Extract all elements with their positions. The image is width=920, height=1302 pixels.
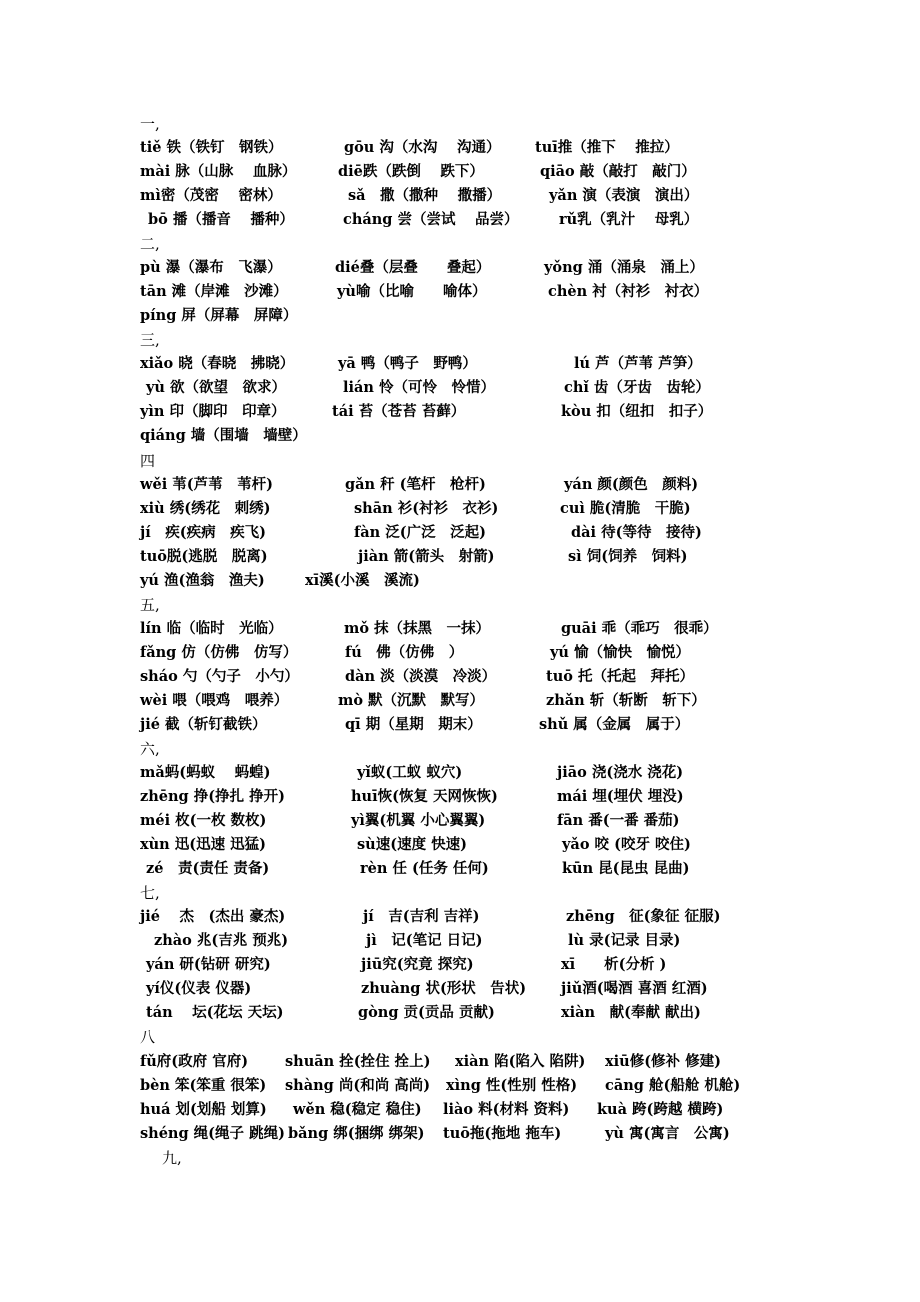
vocab-row: [0, 1122, 920, 1146]
vocab-entry: rǔ乳（乳汁 母乳）: [559, 211, 699, 228]
vocab-entry: pù 瀑（瀑布 飞瀑）: [140, 259, 282, 276]
vocab-entry: jié 杰 (杰出 豪杰): [140, 908, 286, 925]
vocab-entry: cuì 脆(清脆 干脆): [560, 500, 691, 517]
vocab-entry: qiāo 敲（敲打 敲门）: [540, 163, 696, 180]
vocab-entry: fàn 泛(广泛 泛起): [354, 524, 486, 541]
vocab-entry: zhào 兆(吉兆 预兆): [154, 932, 289, 949]
vocab-entry: méi 枚(一枚 数枚): [140, 812, 267, 829]
vocab-row: [0, 473, 920, 497]
vocab-entry: fǔ府(政府 官府): [140, 1053, 249, 1070]
vocab-row: [0, 424, 920, 448]
vocab-entry: yǐ蚁(工蚁 蚁穴): [357, 764, 463, 781]
vocab-row: [0, 929, 920, 953]
vocab-entry: qiáng 墙（围墙 墙壁）: [140, 427, 307, 444]
section-heading: 三,: [140, 331, 160, 349]
vocab-entry: chǐ 齿（牙齿 齿轮）: [564, 379, 710, 396]
vocab-row: [0, 184, 920, 208]
vocab-row: [0, 785, 920, 809]
vocab-entry: yí仪(仪表 仪器): [146, 980, 252, 997]
vocab-row: [0, 136, 920, 160]
vocab-entry: gǎn 秆 (笔杆 枪杆): [345, 476, 486, 493]
vocab-entry: jiǔ酒(喝酒 喜酒 红酒): [561, 980, 708, 997]
vocab-entry: kūn 昆(昆虫 昆曲): [562, 860, 690, 877]
vocab-entry: bǎng 绑(捆绑 绑架): [288, 1125, 425, 1142]
vocab-entry: wěi 苇(芦苇 苇杆): [140, 476, 273, 493]
vocab-row: [0, 857, 920, 881]
vocab-entry: wěn 稳(稳定 稳住): [293, 1101, 422, 1118]
section-heading: 六,: [140, 740, 160, 758]
vocab-entry: guāi 乖（乖巧 很乖）: [561, 620, 718, 637]
vocab-entry: jí 疾(疾病 疾飞): [140, 524, 266, 541]
vocab-entry: fān 番(一番 番茄): [557, 812, 680, 829]
section-heading: 五,: [140, 596, 160, 614]
vocab-entry: shéng 绳(绳子 跳绳): [140, 1125, 285, 1142]
vocab-entry: xiù 绣(绣花 刺绣): [140, 500, 271, 517]
vocab-entry: mài 脉（山脉 血脉）: [140, 163, 297, 180]
vocab-entry: jì 记(笔记 日记): [366, 932, 483, 949]
vocab-entry: liào 料(材料 资料): [443, 1101, 570, 1118]
vocab-entry: qī 期（星期 期末）: [345, 716, 482, 733]
vocab-row: [0, 689, 920, 713]
vocab-entry: xiàn 陷(陷入 陷阱): [455, 1053, 586, 1070]
vocab-entry: tuō拖(拖地 拖车): [443, 1125, 562, 1142]
vocab-entry: xī 析(分析 ): [561, 956, 667, 973]
vocab-row: [0, 280, 920, 304]
vocab-entry: mǒ 抹（抹黑 一抹）: [344, 620, 491, 637]
vocab-entry: dié叠（层叠 叠起）: [335, 259, 491, 276]
vocab-entry: yǎo 咬 (咬牙 咬住): [562, 836, 691, 853]
vocab-row: [0, 208, 920, 232]
vocab-entry: yìn 印（脚印 印章）: [140, 403, 286, 420]
vocab-entry: jiàn 箭(箭头 射箭): [358, 548, 495, 565]
vocab-entry: jiāo 浇(浇水 浇花): [557, 764, 684, 781]
vocab-entry: yú 渔(渔翁 渔夫): [140, 572, 265, 589]
vocab-entry: lián 怜（可怜 怜惜）: [343, 379, 496, 396]
vocab-entry: tái 苔（苍苔 苔藓）: [332, 403, 466, 420]
vocab-row: [0, 160, 920, 184]
vocab-entry: shuān 拴(拴住 拴上): [285, 1053, 431, 1070]
vocab-row: [0, 497, 920, 521]
vocab-row: [0, 665, 920, 689]
vocab-row: [0, 521, 920, 545]
vocab-row: [0, 352, 920, 376]
vocab-entry: píng 屏（屏幕 屏障）: [140, 307, 298, 324]
vocab-entry: zhǎn 斩（斩断 斩下）: [546, 692, 706, 709]
vocab-entry: mái 埋(埋伏 埋没): [557, 788, 684, 805]
vocab-entry: lù 录(记录 目录): [568, 932, 681, 949]
vocab-entry: gòng 贡(贡品 贡献): [358, 1004, 495, 1021]
section-heading: 一,: [140, 115, 160, 133]
vocab-row: [0, 809, 920, 833]
vocab-entry: kòu 扣（纽扣 扣子）: [561, 403, 713, 420]
vocab-entry: lín 临（临时 光临）: [140, 620, 283, 637]
vocab-entry: zé 责(责任 责备): [146, 860, 270, 877]
vocab-entry: sù速(速度 快速): [357, 836, 467, 853]
vocab-entry: tuō脱(逃脱 脱离): [140, 548, 268, 565]
vocab-entry: yā 鸭（鸭子 野鸭）: [338, 355, 477, 372]
vocab-entry: tuī推（推下 推拉）: [535, 139, 679, 156]
vocab-entry: shǔ 属（金属 属于）: [539, 716, 690, 733]
vocab-row: [0, 400, 920, 424]
vocab-row: [0, 545, 920, 569]
vocab-row: [0, 1074, 920, 1098]
vocab-row: [0, 1001, 920, 1025]
vocab-entry: shàng 尚(和尚 高尚): [285, 1077, 431, 1094]
vocab-entry: mǎ蚂(蚂蚁 蚂蝗): [140, 764, 271, 781]
vocab-entry: xiǎo 晓（春晓 拂晓）: [140, 355, 295, 372]
vocab-entry: yì翼(机翼 小心翼翼): [351, 812, 486, 829]
vocab-entry: cháng 尝（尝试 品尝）: [343, 211, 519, 228]
vocab-entry: bō 播（播音 播种）: [148, 211, 294, 228]
vocab-entry: chèn 衬（衬衫 衬衣）: [548, 283, 709, 300]
vocab-entry: tiě 铁（铁钉 钢铁）: [140, 139, 283, 156]
vocab-entry: bèn 笨(笨重 很笨): [140, 1077, 267, 1094]
vocab-entry: dàn 淡（淡漠 冷淡）: [345, 668, 497, 685]
vocab-row: [0, 761, 920, 785]
vocab-entry: lú 芦（芦苇 芦笋）: [574, 355, 702, 372]
vocab-row: [0, 977, 920, 1001]
vocab-entry: zhuàng 状(形状 告状): [361, 980, 527, 997]
vocab-row: [0, 617, 920, 641]
vocab-entry: jí 吉(吉利 吉祥): [363, 908, 480, 925]
vocab-entry: zhēng 挣(挣扎 挣开): [140, 788, 285, 805]
vocab-entry: xìng 性(性别 性格): [446, 1077, 578, 1094]
vocab-entry: rèn 任 (任务 任何): [360, 860, 489, 877]
vocab-row: [0, 953, 920, 977]
vocab-row: [0, 1098, 920, 1122]
vocab-entry: wèi 喂（喂鸡 喂养）: [140, 692, 289, 709]
vocab-entry: xiàn 献(奉献 献出): [561, 1004, 701, 1021]
vocab-entry: gōu 沟（水沟 沟通）: [344, 139, 501, 156]
vocab-entry: yù喻（比喻 喻体）: [337, 283, 487, 300]
vocab-entry: tān 滩（岸滩 沙滩）: [140, 283, 288, 300]
vocab-entry: yú 愉（愉快 愉悦）: [550, 644, 691, 661]
vocab-entry: xī溪(小溪 溪流): [305, 572, 420, 589]
section-heading: 九,: [162, 1149, 182, 1167]
vocab-entry: xùn 迅(迅速 迅猛): [140, 836, 267, 853]
vocab-entry: jiū究(究竟 探究): [361, 956, 474, 973]
vocab-entry: diē跌（跌倒 跌下）: [338, 163, 484, 180]
vocab-entry: yǒng 涌（涌泉 涌上）: [544, 259, 704, 276]
vocab-entry: sì 饲(饲养 饲料): [568, 548, 688, 565]
vocab-entry: yǎn 演（表演 演出）: [549, 187, 699, 204]
section-heading: 四: [140, 452, 156, 470]
vocab-row: [0, 641, 920, 665]
vocab-entry: cāng 舱(船舱 机舱): [605, 1077, 741, 1094]
vocab-entry: tán 坛(花坛 天坛): [146, 1004, 284, 1021]
vocab-entry: sǎ 撒（撒种 撒播）: [348, 187, 502, 204]
section-heading: 二,: [140, 235, 160, 253]
vocab-entry: shān 衫(衬衫 衣衫): [354, 500, 499, 517]
vocab-entry: yán 研(钻研 研究): [146, 956, 271, 973]
vocab-entry: tuō 托（托起 拜托）: [546, 668, 694, 685]
vocab-entry: fú 佛（仿佛 ）: [345, 644, 464, 661]
vocab-entry: kuà 跨(跨越 横跨): [597, 1101, 724, 1118]
vocab-entry: yù 欲（欲望 欲求）: [146, 379, 287, 396]
vocab-entry: fǎng 仿（仿佛 仿写）: [140, 644, 298, 661]
vocab-row: [0, 256, 920, 280]
vocab-entry: yán 颜(颜色 颜料): [564, 476, 699, 493]
vocab-entry: mò 默（沉默 默写）: [338, 692, 485, 709]
vocab-row: [0, 304, 920, 328]
vocab-entry: dài 待(等待 接待): [571, 524, 702, 541]
vocab-row: [0, 376, 920, 400]
vocab-entry: xiū修(修补 修建): [605, 1053, 721, 1070]
vocab-entry: jié 截（斩钉截铁）: [140, 716, 267, 733]
vocab-row: [0, 905, 920, 929]
vocab-row: [0, 569, 920, 593]
vocab-entry: mì密（茂密 密林）: [140, 187, 282, 204]
vocab-row: [0, 833, 920, 857]
vocab-entry: yù 寓(寓言 公寓): [605, 1125, 730, 1142]
section-heading: 八: [140, 1028, 156, 1046]
section-heading: 七,: [140, 884, 160, 902]
vocab-row: [0, 713, 920, 737]
vocab-entry: zhēng 征(象征 征服): [566, 908, 721, 925]
vocab-row: [0, 1050, 920, 1074]
vocab-entry: huī恢(恢复 天网恢恢): [351, 788, 498, 805]
vocab-entry: huá 划(划船 划算): [140, 1101, 267, 1118]
vocab-entry: sháo 勺（勺子 小勺）: [140, 668, 299, 685]
